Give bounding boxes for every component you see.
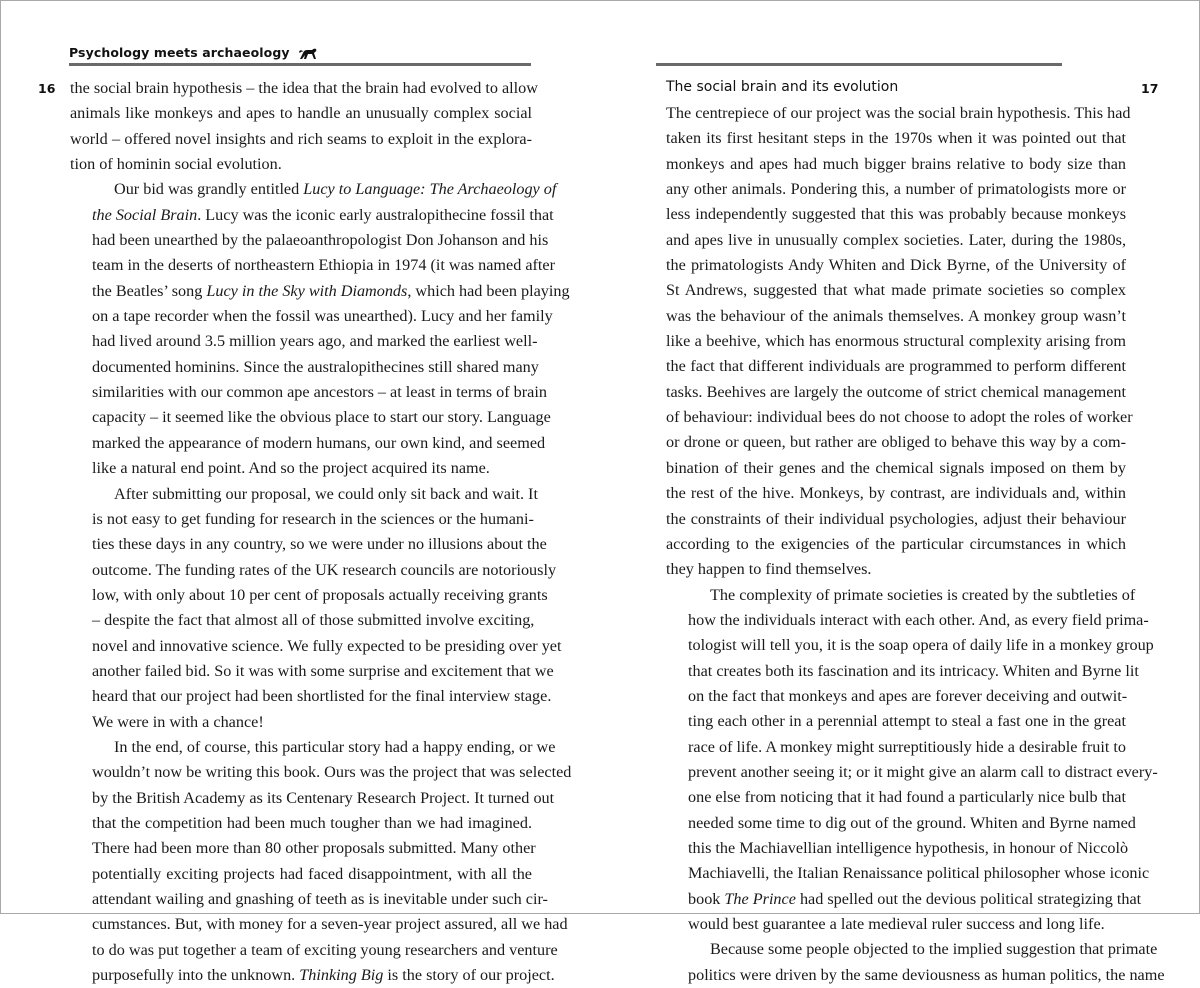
text-line: that the competition had been much tougher than we had imagined. — [92, 813, 532, 832]
text-run: the Beatles’ song — [92, 281, 207, 300]
italic-title: the Social Brain — [92, 205, 198, 224]
text-line: tologist will tell you, it is the soap opera of daily life in a monkey group — [688, 636, 1154, 655]
text-line: how the individuals interact with each other. And, as every field prima- — [688, 610, 1149, 629]
text-line: After submitting our proposal, we could only sit back and wait. It — [114, 484, 538, 503]
paragraph — [70, 76, 538, 177]
page-number: 16 — [38, 81, 56, 96]
text-line: prevent another seeing it; or it might give an alarm call to distract every- — [688, 762, 1158, 781]
text-line: another failed bid. So it was with some surprise and excitement that we — [92, 661, 554, 680]
text-line: the primatologists Andy Whiten and Dick Byrne, of the University of — [666, 256, 1126, 275]
right-page — [600, 0, 1200, 984]
text-line: would best guarantee a late medieval ruler success and long life. — [688, 915, 1105, 933]
italic-title: Thinking Big — [299, 966, 384, 985]
text-line: on the fact that monkeys and apes are forever deceiving and outwit- — [688, 686, 1128, 705]
text-line: team in the deserts of northeastern Ethiopia in 1974 (it was named after — [92, 256, 555, 275]
text-line: novel and innovative science. We fully expected to be presiding over yet — [92, 636, 562, 655]
text-line — [70, 963, 555, 988]
text-line: race of life. A monkey might surreptitiously hide a desirable fruit to — [688, 737, 1126, 756]
section-heading: The social brain and its evolution — [666, 79, 899, 95]
italic-title: The Prince — [724, 889, 796, 908]
text-line: or drone or queen, but rather are obliged to behave this way by a com- — [666, 433, 1126, 452]
text-line: the fact that different individuals are programmed to perform different — [666, 357, 1126, 376]
text-line: taken its first hesitant steps in the 1970s when it was pointed out that — [666, 129, 1126, 148]
text-line: tion of hominin social evolution. — [70, 155, 282, 174]
text-line: wouldn’t now be writing this book. Ours was the project that was selected — [92, 763, 572, 782]
text-line: this the Machiavellian intelligence hypothesis, in honour of Niccolò — [688, 838, 1129, 857]
text-line: like a beehive, which has enormous structural complexity arising from — [666, 332, 1126, 351]
text-line — [70, 203, 554, 228]
text-line: to do was put together a team of exciting young researchers and venture — [92, 940, 558, 959]
text-run: Our bid was grandly entitled — [114, 180, 304, 199]
text-run: . Lucy was the iconic early australopithecine fossil that — [197, 205, 554, 224]
text-line — [70, 279, 570, 304]
text-line: similarities with our common ape ancestors – at least in terms of brain — [92, 383, 547, 402]
text-line: attendant wailing and gnashing of teeth as is inevitable under such cir- — [92, 890, 548, 908]
text-line: like a natural end point. And so the project acquired its name. — [92, 459, 490, 478]
left-page — [0, 0, 600, 985]
text-line: St Andrews, suggested that what made primate societies so complex — [666, 281, 1126, 300]
text-line: In the end, of course, this particular story had a happy ending, or we — [114, 737, 556, 756]
text-run: , which had been playing — [407, 281, 570, 300]
header-rule — [69, 63, 531, 66]
text-line: the constraints of their individual psychologies, adjust their behaviour — [666, 509, 1126, 528]
italic-title: Lucy in the Sky with Diamonds — [206, 281, 408, 300]
text-line: they happen to find themselves. — [666, 560, 872, 579]
text-line: politics were driven by the same deviousness as human politics, the name — [688, 965, 1165, 984]
text-line: monkeys and apes had much bigger brains relative to body size than — [666, 154, 1126, 173]
header-rule — [656, 63, 1062, 66]
text-line: according to the exigencies of the particular circumstances in which — [666, 534, 1126, 553]
text-line: – despite the fact that almost all of those submitted involve exciting, — [92, 611, 535, 630]
page-number: 17 — [1141, 81, 1159, 96]
text-line: of behaviour: individual bees do not choose to adopt the roles of worker — [666, 408, 1133, 427]
text-line: needed some time to dig out of the ground. Whiten and Byrne named — [688, 813, 1136, 832]
paragraph — [70, 482, 562, 735]
paragraph — [666, 583, 1158, 938]
text-line: had lived around 3.5 million years ago, and marked the earliest well- — [92, 332, 538, 351]
text-line: marked the appearance of modern humans, our own kind, and seemed — [92, 433, 546, 452]
paragraph — [70, 735, 572, 988]
text-line: the rest of the hive. Monkeys, by contrast, are individuals and, within — [666, 484, 1126, 503]
running-head — [69, 45, 318, 60]
body-text — [70, 76, 572, 988]
text-line: Because some people objected to the implied suggestion that primate — [710, 940, 1158, 959]
text-line: documented hominins. Since the australopithecines still shared many — [92, 357, 539, 376]
text-line: one else from noticing that it had found a particularly nice bulb that — [688, 788, 1126, 807]
text-line: cumstances. But, with money for a seven-year project assured, all we had — [92, 915, 568, 934]
text-line: is not easy to get funding for research in the sciences or the humani- — [92, 509, 534, 528]
text-line: on a tape recorder when the fossil was unearthed). Lucy and her family — [92, 307, 553, 326]
text-line: We were in with a chance! — [92, 712, 264, 731]
text-line: by the British Academy as its Centenary Research Project. It turned out — [92, 788, 555, 807]
text-line: low, with only about 10 per cent of proposals actually receiving grants — [92, 585, 548, 604]
text-line: and apes live in unusually complex societies. Later, during the 1980s, — [666, 230, 1126, 249]
text-line — [70, 177, 557, 202]
text-line: ting each other in a perennial attempt to steal a fast one in the great — [688, 712, 1126, 731]
text-line: any other animals. Pondering this, a number of primatologists more or — [666, 180, 1126, 199]
text-line: The centrepiece of our project was the social brain hypothesis. This had — [666, 104, 1131, 122]
text-line: animals like monkeys and apes to handle an unusually complex social — [70, 104, 532, 123]
italic-title: Lucy to Language: The Archaeology of — [303, 180, 557, 199]
paragraph — [666, 937, 1165, 988]
text-line: the social brain hypothesis – the idea that the brain had evolved to allow — [70, 79, 538, 97]
text-line: world – offered novel insights and rich seams to exploit in the explora- — [70, 129, 532, 148]
text-run: purposefully into the unknown. — [92, 966, 300, 985]
text-line — [666, 887, 1142, 912]
text-line: that creates both its fascination and its intricacy. Whiten and Byrne lit — [688, 661, 1139, 680]
text-line: potentially exciting projects had faced disappointment, with all the — [92, 864, 532, 883]
text-line: The complexity of primate societies is created by the subtleties of — [710, 585, 1136, 604]
text-line: heard that our project had been shortlisted for the final interview stage. — [92, 687, 552, 706]
text-run: book — [688, 889, 725, 908]
text-line: was the behaviour of the animals themselves. A monkey group wasn’t — [666, 306, 1126, 325]
running-head-title: Psychology meets archaeology — [69, 45, 290, 60]
text-line: less independently suggested that this was probably because monkeys — [666, 205, 1126, 224]
text-line: There had been more than 80 other proposals submitted. Many other — [92, 839, 536, 858]
monkey-icon — [298, 46, 318, 60]
text-run: is the story of our project. — [383, 966, 555, 985]
text-line: outcome. The funding rates of the UK research councils are notoriously — [92, 560, 557, 579]
text-run: had spelled out the devious political strategizing that — [795, 889, 1142, 908]
text-line: tasks. Beehives are largely the outcome of strict chemical management — [666, 382, 1126, 401]
paragraph — [666, 101, 1133, 583]
text-line: bination of their genes and the chemical signals imposed on them by — [666, 458, 1126, 477]
text-line: Machiavelli, the Italian Renaissance political philosopher whose iconic — [688, 864, 1150, 883]
body-text — [666, 101, 1165, 988]
text-line: had been unearthed by the palaeoanthropologist Don Johanson and his — [92, 231, 549, 250]
text-line: capacity – it seemed like the obvious place to start our story. Language — [92, 408, 551, 427]
paragraph — [70, 177, 570, 481]
text-line: ties these days in any country, so we were under no illusions about the — [92, 535, 547, 554]
